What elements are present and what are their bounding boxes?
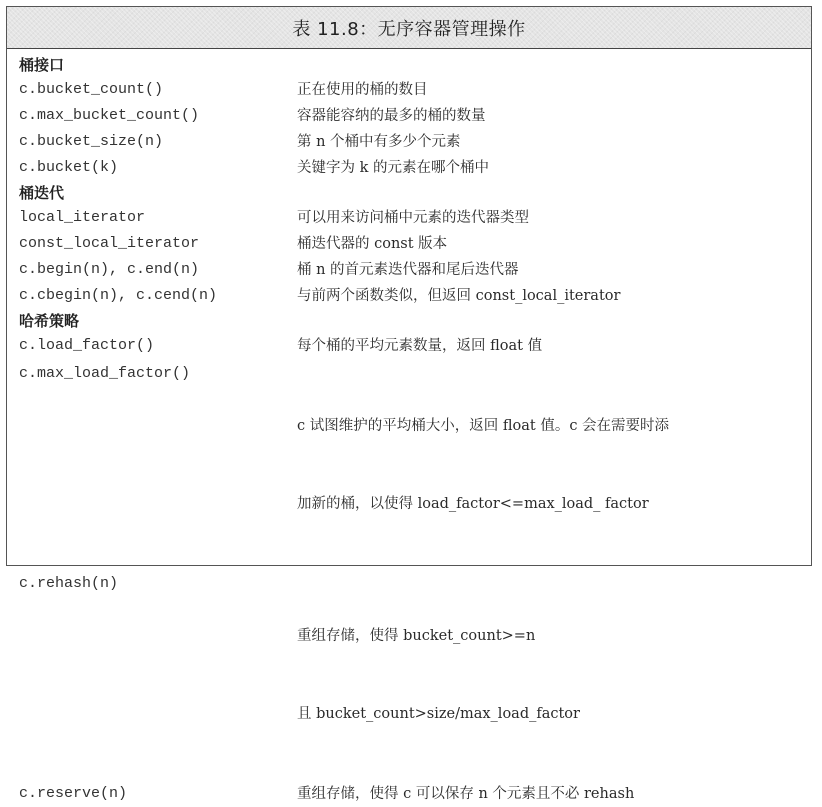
- description-cell: [297, 129, 811, 155]
- description-line: 且 bucket_count>size/max_load_factor: [297, 706, 580, 722]
- section-title-bucket-iteration: 桶迭代: [19, 184, 65, 202]
- operation-cell: c.bucket_count(): [19, 81, 164, 98]
- operation-cell: const_local_iterator: [19, 235, 200, 252]
- description-line: 加新的桶，以使得 load_factor<=max_load_ factor: [297, 496, 649, 512]
- operations-table: [6, 6, 812, 802]
- description-cell: [297, 359, 811, 569]
- description-cell: [297, 103, 811, 129]
- operation-cell: c.load_factor(): [19, 337, 155, 354]
- description-line: 桶迭代器的 const 版本: [297, 236, 448, 252]
- table-row: [7, 569, 811, 779]
- operation-cell: c.bucket(k): [19, 159, 119, 176]
- table-title: 表 11.8：无序容器管理操作: [7, 7, 811, 49]
- description-cell: [297, 231, 811, 257]
- description-line: 正在使用的桶的数目: [297, 82, 428, 98]
- description-line: c 试图维护的平均桶大小，返回 float 值。c 会在需要时添: [297, 418, 670, 434]
- table-row: [7, 283, 811, 309]
- description-line: 容器能容纳的最多的桶的数量: [297, 108, 486, 124]
- operation-cell: c.bucket_size(n): [19, 133, 164, 150]
- operation-cell: c.cbegin(n), c.cend(n): [19, 287, 218, 304]
- operation-cell: c.begin(n), c.end(n): [19, 261, 200, 278]
- section-title-hash-policy: 哈希策略: [19, 312, 80, 330]
- table-row: [7, 359, 811, 569]
- operation-cell: c.max_load_factor(): [19, 365, 191, 382]
- table-row: [7, 779, 811, 807]
- table-row: [7, 77, 811, 103]
- table-row: [7, 129, 811, 155]
- section-title-bucket-interface: 桶接口: [19, 56, 65, 74]
- description-cell: [297, 205, 811, 231]
- description-cell: [297, 779, 811, 807]
- table-row: [7, 257, 811, 283]
- operation-cell: c.max_bucket_count(): [19, 107, 200, 124]
- description-cell: [297, 333, 811, 359]
- description-line: 第 n 个桶中有多少个元素: [297, 134, 461, 150]
- description-line: 关键字为 k 的元素在哪个桶中: [297, 160, 490, 176]
- description-line: 重组存储，使得 c 可以保存 n 个元素且不必 rehash: [297, 786, 635, 802]
- table-row: [7, 205, 811, 231]
- description-cell: [297, 283, 811, 309]
- table-row: [7, 155, 811, 181]
- operation-cell: c.reserve(n): [19, 785, 128, 802]
- operation-cell: local_iterator: [19, 209, 146, 226]
- description-line: 与前两个函数类似，但返回 const_local_iterator: [297, 288, 621, 304]
- description-cell: [297, 257, 811, 283]
- description-line: 每个桶的平均元素数量，返回 float 值: [297, 338, 543, 354]
- operation-cell: c.rehash(n): [19, 575, 119, 592]
- table-row: [7, 231, 811, 257]
- table-row: [7, 333, 811, 359]
- description-cell: [297, 155, 811, 181]
- description-line: 可以用来访问桶中元素的迭代器类型: [297, 210, 529, 226]
- table-body: [7, 49, 811, 807]
- description-line: 桶 n 的首元素迭代器和尾后迭代器: [297, 262, 519, 278]
- description-line: 重组存储，使得 bucket_count>=n: [297, 628, 536, 644]
- table-row: [7, 103, 811, 129]
- description-cell: [297, 77, 811, 103]
- description-cell: [297, 569, 811, 779]
